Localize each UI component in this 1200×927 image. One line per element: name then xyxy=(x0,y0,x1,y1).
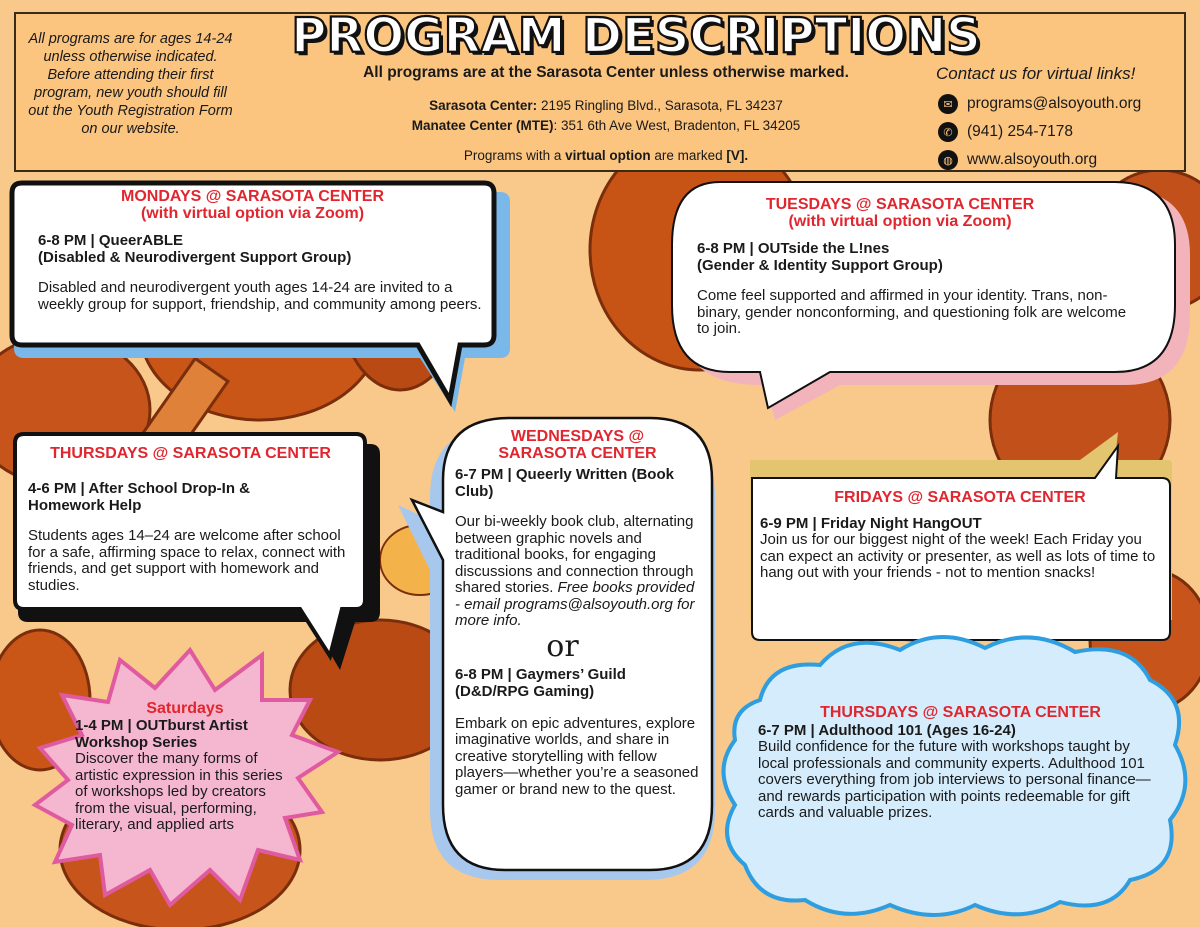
wednesday-title1: 6-7 PM | Queerly Written (Book Club) xyxy=(455,466,674,500)
virtual-mid: are marked xyxy=(650,148,727,163)
thursday-afternoon-description: Students ages 14–24 are welcome after school for a safe, affirming space to relax, connect with friends, and get support with homework and studies. xyxy=(28,527,346,594)
phone-text[interactable]: (941) 254-7178 xyxy=(967,123,1073,140)
wednesday-description1-italic: Free books provided - email programs@alsoyouth.org for more info. xyxy=(455,579,695,629)
intro-note: All programs are for ages 14-24 unless otherwise indicated. Before attending their first program, new youth should fill out the Youth Registration Form on our website. xyxy=(28,31,233,137)
wednesday-day-line2: SARASOTA CENTER xyxy=(498,445,657,462)
monday-title-line2: (Disabled & Neurodivergent Support Group) xyxy=(38,249,352,266)
tuesday-program xyxy=(700,196,1100,230)
wednesday-day-line1: WEDNESDAYS @ xyxy=(510,428,645,445)
virtual-mark: [V]. xyxy=(726,148,749,163)
email-text[interactable]: programs@alsoyouth.org xyxy=(967,95,1142,112)
tuesday-title-line2: (Gender & Identity Support Group) xyxy=(697,257,943,274)
globe-icon: ◍ xyxy=(938,150,958,170)
wednesday-program xyxy=(455,428,700,798)
saturday-description: Discover the many forms of artistic expression in this series of workshops led by creators from the visual, performing, literary, and applied arts xyxy=(75,750,283,833)
monday-day-line1: MONDAYS @ SARASOTA CENTER xyxy=(120,188,385,205)
virtual-pre: Programs with a xyxy=(463,148,566,163)
contact-title: Contact us for virtual links! xyxy=(936,64,1136,83)
tuesday-day-line1: TUESDAYS @ SARASOTA CENTER xyxy=(765,196,1035,213)
wednesday-title2: 6-8 PM | Gaymers’ Guild (D&D/RPG Gaming) xyxy=(455,665,626,700)
thursday-afternoon-day: THURSDAYS @ SARASOTA CENTER xyxy=(50,445,331,462)
monday-description: Disabled and neurodivergent youth ages 14-24 are invited to a weekly group for support, friendship, and community among peers. xyxy=(38,279,482,313)
virtual-bold: virtual option xyxy=(565,148,651,163)
website-text[interactable]: www.alsoyouth.org xyxy=(967,151,1098,168)
thursday-evening-program xyxy=(758,704,1163,822)
sarasota-label: Sarasota Center: xyxy=(429,98,538,113)
friday-day: FRIDAYS @ SARASOTA CENTER xyxy=(834,489,1086,506)
thursday-evening-description: Build confidence for the future with workshops taught by local professionals and community experts. Adulthood 101 covers everything from job interviews to personal finance—and rewards participation with points redeemable for gift cards and valuable prizes. xyxy=(758,738,1151,821)
monday-program xyxy=(20,188,485,222)
monday-title-line1: 6-8 PM | QueerABLE xyxy=(38,232,184,249)
manatee-address: : 351 6th Ave West, Bradenton, FL 34205 xyxy=(553,118,801,133)
tuesday-details xyxy=(697,240,1137,338)
email-icon: ✉ xyxy=(938,94,958,114)
sarasota-address: 2195 Ringling Blvd., Sarasota, FL 34237 xyxy=(537,98,783,113)
wednesday-description2: Embark on epic adventures, explore imaginative worlds, and share in creative storytelling with fellow players—whether you’re a seasoned gamer or brand new to the quest. xyxy=(455,714,699,798)
friday-description: Join us for our biggest night of the week! Each Friday you can expect an activity or presenter, as well as lots of time to hang out with your friends - not to mention snacks! xyxy=(760,531,1156,581)
tuesday-description: Come feel supported and affirmed in your identity. Trans, non-binary, gender nonconforming, and questioning folk are welcome to join. xyxy=(697,287,1127,337)
page-title: PROGRAM DESCRIPTIONS xyxy=(291,8,981,64)
wednesday-description1-wrap xyxy=(455,514,700,630)
monday-day-line2: (with virtual option via Zoom) xyxy=(140,205,365,222)
location-subtitle: All programs are at the Sarasota Center unless otherwise marked. xyxy=(363,64,849,81)
monday-details xyxy=(38,232,488,313)
saturday-day: Saturdays xyxy=(146,700,224,717)
friday-program xyxy=(760,489,1160,582)
friday-title: 6-9 PM | Friday Night HangOUT xyxy=(760,515,982,532)
thursday-afternoon-program xyxy=(28,445,353,594)
tuesday-title-line1: 6-8 PM | OUTside the L!nes xyxy=(697,240,890,257)
thursday-afternoon-title: 4-6 PM | After School Drop-In & Homework Help xyxy=(28,480,250,514)
thursday-evening-title: 6-7 PM | Adulthood 101 (Ages 16-24) xyxy=(758,722,1016,739)
saturday-program xyxy=(75,700,295,834)
phone-icon: ✆ xyxy=(938,122,958,142)
manatee-label: Manatee Center (MTE) xyxy=(411,118,554,133)
tuesday-day-line2: (with virtual option via Zoom) xyxy=(788,213,1012,230)
wednesday-or: or xyxy=(546,628,579,664)
thursday-evening-day: THURSDAYS @ SARASOTA CENTER xyxy=(820,704,1101,721)
wednesday-description1: Our bi-weekly book club, alternating between graphic novels and traditional books, for engaging discussions and connection through shared stories. xyxy=(455,513,694,596)
saturday-title: 1-4 PM | OUTburst Artist Workshop Series xyxy=(75,717,248,751)
